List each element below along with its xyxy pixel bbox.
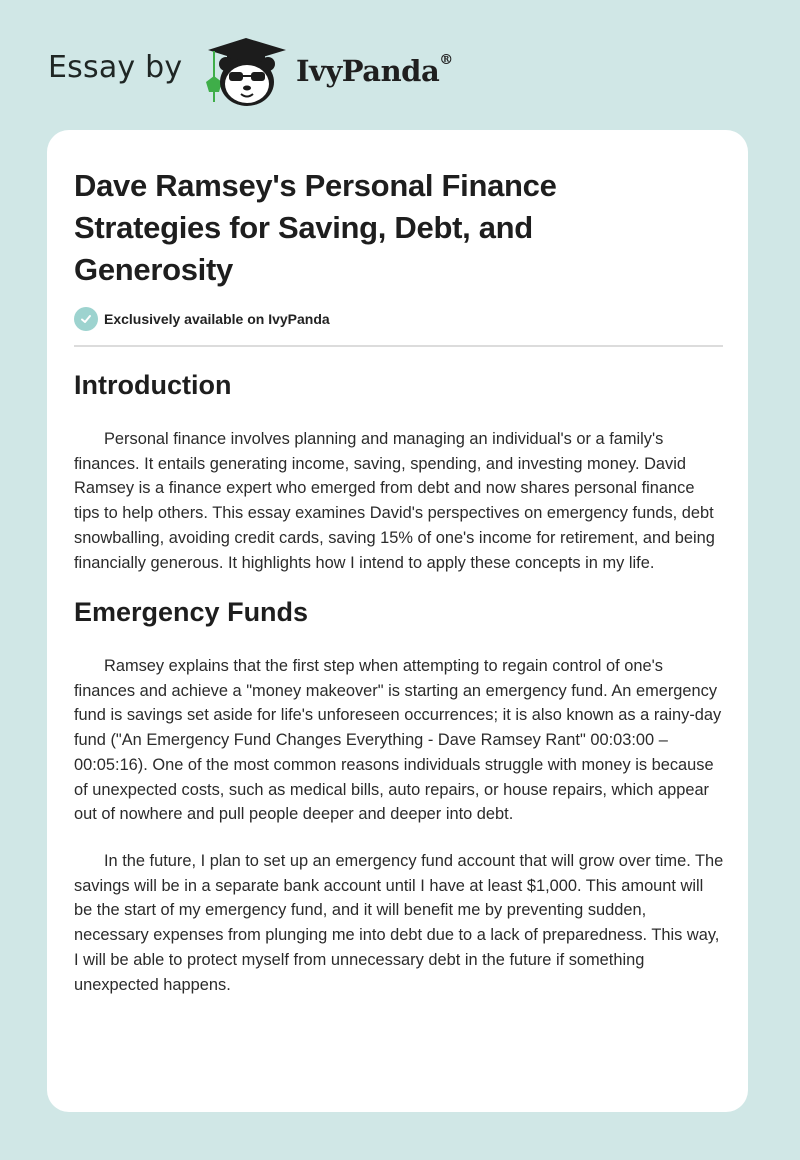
section-heading-emergency-funds: Emergency Funds xyxy=(74,597,309,627)
brand-text: IvyPanda xyxy=(296,54,440,88)
brand-name[interactable] xyxy=(296,54,453,88)
essay-by-label: Essay by xyxy=(48,50,183,85)
registered-mark: ® xyxy=(439,52,453,68)
page-title: Dave Ramsey's Personal Finance Strategies for Saving, Debt, and Generosity xyxy=(74,168,557,287)
panda-graduate-icon[interactable] xyxy=(200,36,292,108)
section-heading-introduction: Introduction xyxy=(74,370,232,400)
paragraph-emergency-funds-1: Ramsey explains that the first step when attempting to regain control of one's finances and achieve a "money makeover" is starting an emergency fund. An emergency fund is savings set aside for life's unforeseen occurrences; it is also known as a rainy-day fund ("An Emergency Fund Changes Everything - Dave Ramsey Rant" 00:03:00 – 00:05:16). One of the most common reasons individuals struggle with money is because of unexpected costs, such as medical bills, auto repairs, or house repairs, which appear out of nowhere and pull people deeper and deeper into debt. xyxy=(74,657,722,824)
exclusive-badge xyxy=(74,307,330,331)
check-circle-icon xyxy=(74,307,98,331)
badge-text: Exclusively available on IvyPanda xyxy=(104,311,330,327)
essay-card xyxy=(47,130,748,1112)
paragraph-emergency-funds-2: In the future, I plan to set up an emergency fund account that will grow over time. The savings will be in a separate bank account until I have at least $1,000. This amount will be the start of my emergency fund, and it will benefit me by preventing sudden, necessary expenses from plunging me into debt due to a lack of preparedness. This way, I will be able to protect myself from unnecessary debt in the future if something unexpected happens. xyxy=(74,852,724,994)
site-header xyxy=(0,0,800,130)
paragraph-introduction: Personal finance involves planning and managing an individual's or a family's finances. It entails generating income, saving, spending, and investing money. David Ramsey is a finance expert who emerged from debt and now shares personal finance tips to help others. This essay examines David's perspectives on emergency funds, debt snowballing, avoiding credit cards, saving 15% of one's income for retirement, and being financially generous. It highlights how I intend to apply these concepts in my life. xyxy=(74,430,715,572)
divider xyxy=(74,345,723,347)
